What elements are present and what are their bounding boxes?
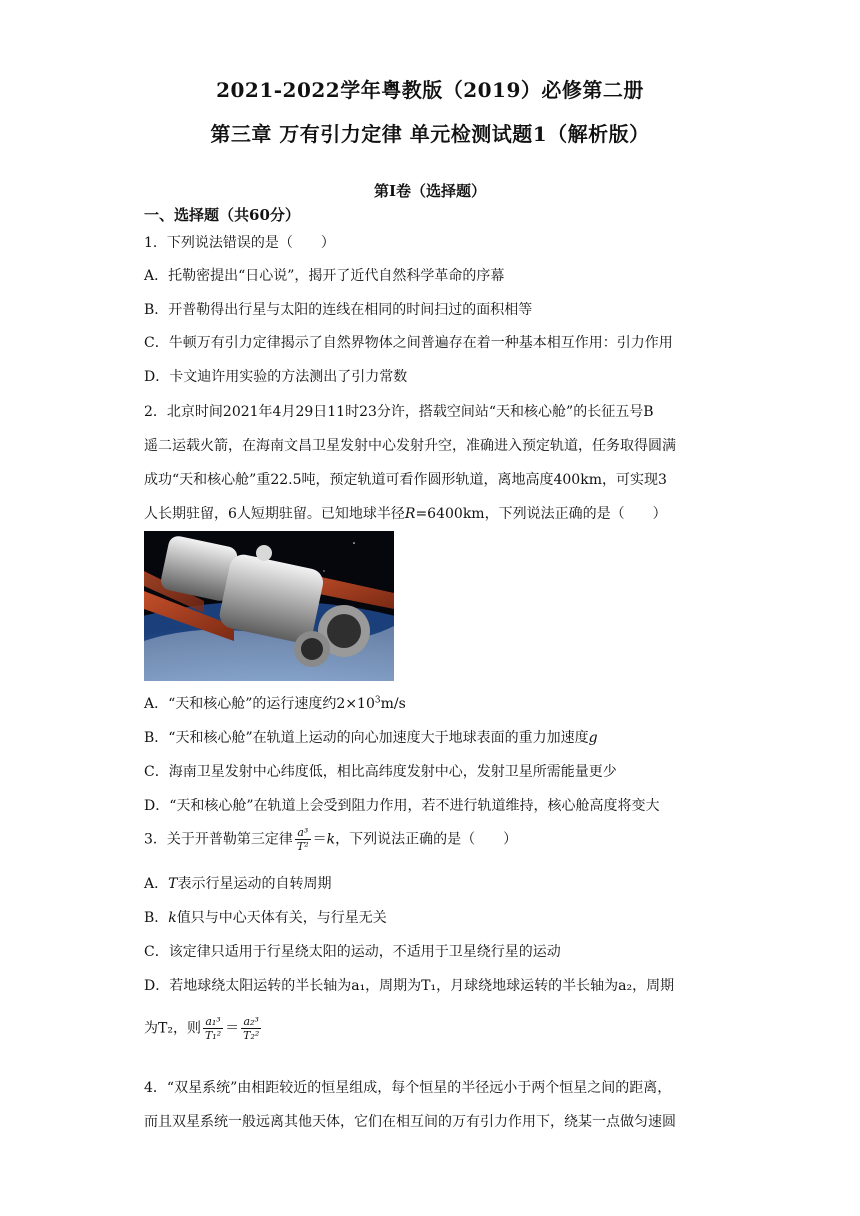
- kepler-fraction-num: a³: [295, 826, 311, 840]
- q2-line4-var: R: [404, 506, 416, 522]
- q2-option-d: D．“天和核心舱”在轨道上会受到阻力作用，若不进行轨道维持，核心舱高度将变大: [144, 798, 660, 814]
- q2-option-b: [144, 727, 598, 747]
- d-fraction-1-num: a₁³: [203, 1015, 223, 1029]
- q3-d-eq: ＝: [225, 1020, 240, 1037]
- q2-stem-line2: 遥二运载火箭，在海南文昌卫星发射中心发射升空，准确进入预定轨道，任务取得圆满: [144, 438, 676, 454]
- q2-a-pre: A．“天和核心舱”的运行速度约2×10: [144, 696, 375, 712]
- q3-stem-k: k: [326, 831, 336, 848]
- section-label: 一、选择题（共60分）: [144, 206, 300, 224]
- q2-b-var: g: [588, 730, 598, 746]
- q3-b-prefix: B．: [144, 910, 169, 926]
- q3-option-a: [144, 873, 331, 893]
- document-title-line2: 第三章 万有引力定律 单元检测试题1（解析版）: [210, 122, 650, 146]
- q2-option-c: C．海南卫星发射中心纬度低，相比高纬度发射中心，发射卫星所需能量更少: [144, 764, 617, 780]
- q3-option-c: C．该定律只适用于行星绕太阳的运动，不适用于卫星绕行星的运动: [144, 944, 561, 960]
- kepler-fraction-den: T²: [296, 840, 309, 853]
- q3-b-var: k: [168, 910, 177, 926]
- q3-stem-eq: ＝: [312, 831, 327, 848]
- q3-a-var: T: [168, 876, 178, 892]
- q3-option-d-line2: [144, 1015, 263, 1042]
- q2-stem-line3: 成功“天和核心舱”重22.5吨，预定轨道可看作圆形轨道，离地高度400km，可实现3: [144, 472, 667, 488]
- q1-option-d: D．卡文迪许用实验的方法测出了引力常数: [144, 369, 408, 385]
- d-fraction-1: [203, 1015, 223, 1042]
- volume-label: 第Ⅰ卷（选择题）: [373, 182, 487, 200]
- d-fraction-2-num: a₂³: [241, 1015, 261, 1029]
- q1-stem: 1．下列说法错误的是（ ）: [144, 235, 335, 251]
- q2-line4-pre: 人长期驻留，6人短期驻留。已知地球半径: [144, 506, 405, 522]
- kepler-fraction: [295, 826, 311, 853]
- q3-stem-pre: 3．关于开普勒第三定律: [144, 831, 293, 848]
- q3-option-d-line1: D．若地球绕太阳运转的半长轴为a₁，周期为T₁，月球绕地球运转的半长轴为a₂，周期: [144, 978, 675, 994]
- q2-b-pre: B．“天和核心舱”在轨道上运动的向心加速度大于地球表面的重力加速度: [144, 730, 589, 746]
- q2-line4-post: =6400km，下列说法正确的是（ ）: [415, 506, 667, 522]
- d-fraction-2-den: T₂²: [243, 1029, 260, 1042]
- q3-stem-post: ，下列说法正确的是（ ）: [335, 831, 518, 848]
- q1-option-a: A．托勒密提出“日心说”，揭开了近代自然科学革命的序幕: [144, 268, 505, 284]
- q2-option-a: [144, 693, 406, 713]
- q2-stem-line4: [144, 503, 667, 523]
- q3-option-b: [144, 907, 387, 927]
- q2-a-exp: 3: [374, 695, 381, 706]
- q1-option-c: C．牛顿万有引力定律揭示了自然界物体之间普遍存在着一种基本相互作用：引力作用: [144, 335, 673, 351]
- q1-option-b: B．开普勒得出行星与太阳的连线在相同的时间扫过的面积相等: [144, 302, 533, 318]
- q3-d-pre: 为T₂，则: [144, 1020, 201, 1037]
- d-fraction-1-den: T₁²: [204, 1029, 222, 1042]
- q3-b-post: 值只与中心天体有关，与行星无关: [176, 910, 387, 926]
- q4-stem-line1: 4．“双星系统”由相距较近的恒星组成，每个恒星的半径远小于两个恒星之间的距离，: [144, 1080, 672, 1096]
- d-fraction-2: [241, 1015, 261, 1042]
- q4-stem-line2: 而且双星系统一般远离其他天体，它们在相互间的万有引力作用下，绕某一点做匀速圆: [144, 1114, 676, 1130]
- q2-a-post: m/s: [380, 696, 406, 712]
- q2-stem-line1: 2．北京时间2021年4月29日11时23分许，搭载空间站“天和核心舱”的长征五号B: [144, 404, 654, 420]
- space-station-image: [144, 531, 394, 681]
- q3-a-prefix: A．: [144, 876, 169, 892]
- q3-stem: [144, 826, 517, 853]
- document-title-line1: 2021-2022学年粤教版（2019）必修第二册: [216, 78, 644, 102]
- q3-a-post: 表示行星运动的自转周期: [177, 876, 332, 892]
